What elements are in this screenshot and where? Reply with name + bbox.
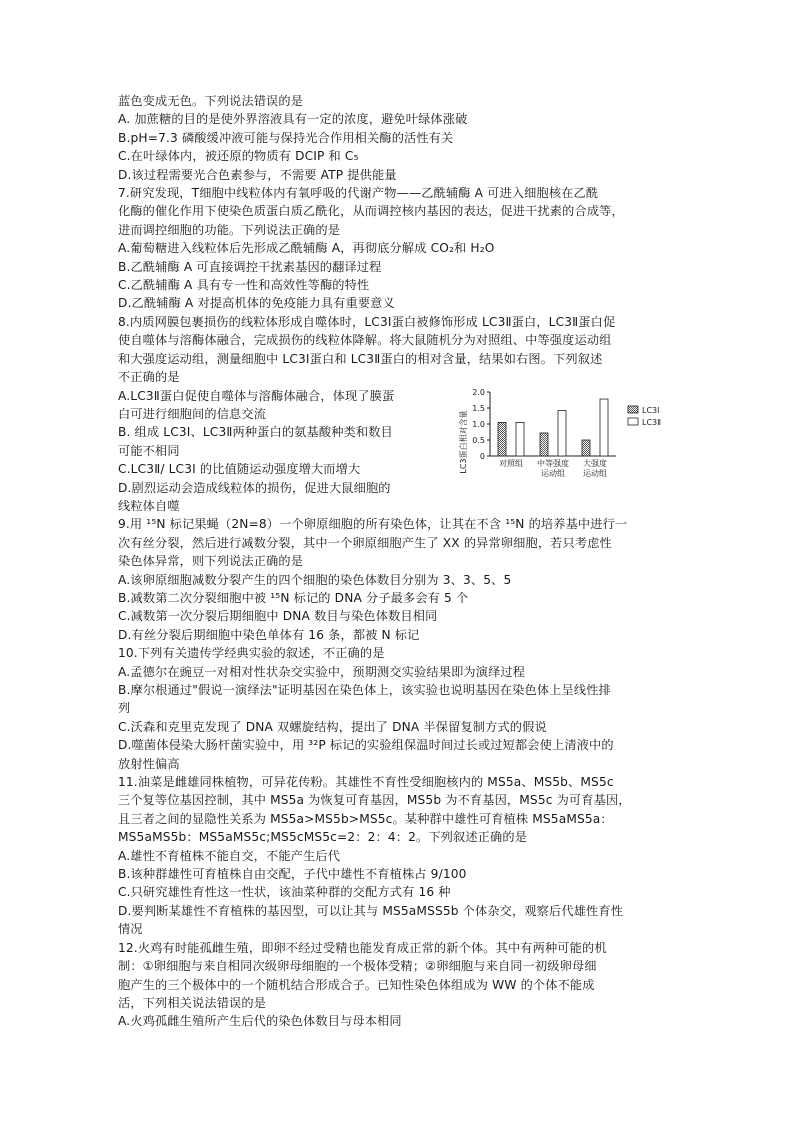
text-line: 12.火鸡有时能孤雌生殖，即卵不经过受精也能发育成正常的新个体。其中有两种可能的机: [118, 940, 607, 955]
y-tick-label: 1.0: [472, 420, 485, 429]
text-line: MS5aMS5b：MS5aMS5c;MS5cMS5c=2：2：4：2。下列叙述正确的是: [118, 830, 528, 845]
y-tick-label: 0.5: [472, 436, 485, 445]
y-tick-label: 2.0: [472, 388, 485, 397]
text-line: A.雄性不育植株不能自交，不能产生后代: [118, 848, 341, 863]
text-line: 7.研究发现，T细胞中线粒体内有氧呼吸的代谢产物——乙酰辅酶 A 可进入细胞核在乙酰: [118, 186, 599, 201]
lc3-bar-chart: [456, 384, 708, 494]
bar-lc3-i: [582, 440, 590, 456]
text-line: A.孟德尔在豌豆一对相对性状杂交实验中，预期测交实验结果即为演绎过程: [118, 664, 526, 679]
bar-lc3-ii: [600, 399, 608, 456]
legend-swatch: [628, 418, 638, 425]
text-line: A.该卵原细胞减数分裂产生的四个细胞的染色体数目分别为 3、3、5、5: [118, 572, 512, 587]
text-line: 9.用 ¹⁵N 标记果蝇（2N=8）一个卵原细胞的所有染色体，让其在不含 ¹⁵N 的培养基中进行一: [118, 517, 628, 532]
x-category-label: 运动组: [541, 469, 565, 478]
y-axis-label: LC3蛋白相对含量: [459, 410, 468, 474]
text-line: D.要判断某雄性不育植株的基因型，可以让其与 MS5aMSS5b 个体杂交，观察后代雄性育性: [118, 903, 624, 918]
text-line: D.噬菌体侵染大肠杆菌实验中，用 ³²P 标记的实验组保温时间过长或过短都会使上清液中的: [118, 738, 614, 753]
text-line: 化酶的催化作用下使染色质蛋白质乙酰化，从而调控核内基因的表达，促进干扰素的合成等，: [118, 204, 624, 219]
x-category-label: 中等强度: [537, 459, 569, 468]
text-line: 和大强度运动组，测量细胞中 LC3Ⅰ蛋白和 LC3Ⅱ蛋白的相对含量，结果如右图。下列叙述: [118, 351, 603, 366]
text-line: C.减数第一次分裂后期细胞中 DNA 数目与染色体数目相同: [118, 609, 438, 624]
chart-svg: [456, 384, 708, 494]
text-line: B.摩尔根通过"假说一演绎法"证明基因在染色体上，该实验也说明基因在染色体上呈线性排: [118, 683, 611, 697]
text-line: 放射性偏高: [118, 756, 180, 771]
text-line: B.减数第二次分裂细胞中被 ¹⁵N 标记的 DNA 分子最多会有 5 个: [118, 590, 469, 605]
text-line: D.该过程需要光合色素参与，不需要 ATP 提供能量: [118, 167, 397, 182]
text-line: A.葡萄糖进入线粒体后先形成乙酰辅酶 A，再彻底分解成 CO₂和 H₂O: [118, 241, 495, 256]
text-line: D.乙酰辅酶 A 对提高机体的免疫能力具有重要意义: [118, 296, 395, 311]
bar-lc3-ii: [516, 422, 524, 456]
exam-document: [118, 92, 704, 1031]
text-line: C.LC3Ⅱ/ LC3Ⅰ 的比值随运动强度增大而增大: [118, 462, 361, 477]
y-tick-label: 0: [479, 452, 485, 461]
text-line: 进而调控细胞的功能。下列说法正确的是: [118, 222, 341, 237]
text-line: B. 组成 LC3Ⅰ、LC3Ⅱ两种蛋白的氨基酸种类和数目: [118, 425, 393, 440]
text-line: D.剧烈运动会造成线粒体的损伤，促进大鼠细胞的: [118, 480, 391, 495]
text-line: B.pH=7.3 磷酸缓冲液可能与保持光合作用相关酶的活性有关: [118, 130, 454, 145]
text-line: 8.内质网膜包裹损伤的线粒体形成自噬体时，LC3Ⅰ蛋白被修饰形成 LC3Ⅱ蛋白，LC3Ⅱ蛋白促: [118, 314, 616, 329]
text-line: 染色体异常，则下列说法正确的是: [118, 554, 304, 569]
x-category-label: 运动组: [583, 469, 607, 478]
y-tick-label: 1.5: [472, 404, 485, 413]
question-8-options: [118, 387, 448, 516]
text-line: 白可进行细胞间的信息交流: [118, 406, 267, 421]
text-line: 次有丝分裂，然后进行减数分裂，其中一个卵原细胞产生了 XX 的异常卵细胞，若只考虑性: [118, 535, 612, 550]
text-line: A. 加蔗糖的目的是使外界溶液具有一定的浓度，避免叶绿体涨破: [118, 112, 468, 127]
bar-lc3-i: [498, 422, 506, 456]
text-line: 不正确的是: [118, 370, 180, 385]
legend-label: LC3Ⅱ: [642, 418, 662, 427]
text-line: 列: [118, 701, 131, 716]
x-category-label: 对照组: [499, 459, 523, 468]
text-line: C.在叶绿体内，被还原的物质有 DCIP 和 C₅: [118, 149, 359, 164]
text-line: 三个复等位基因控制，其中 MS5a 为恢复可育基因，MS5b 为不育基因，MS5c 为可育基因，: [118, 793, 631, 808]
text-line: A.LC3Ⅱ蛋白促使自噬体与溶酶体融合，体现了膜蛋: [118, 388, 395, 403]
text-line: A.火鸡孤雌生殖所产生后代的染色体数目与母本相同: [118, 1014, 402, 1029]
text-line: 且三者之间的显隐性关系为 MS5a>MS5b>MS5c。某种群中雄性可育植株 MS5aMS5a：: [118, 811, 613, 826]
text-line: 线粒体自噬: [118, 498, 180, 513]
text-line: 10.下列有关遗传学经典实验的叙述，不正确的是: [118, 646, 385, 661]
text-block-bottom: [118, 515, 704, 1030]
x-category-label: 大强度: [583, 459, 607, 468]
legend-label: LC3Ⅰ: [642, 406, 660, 415]
text-line: 蓝色变成无色。下列说法错误的是: [118, 94, 304, 108]
text-line: 使自噬体与溶酶体融合，完成损伤的线粒体降解。将大鼠随机分为对照组、中等强度运动组: [118, 333, 612, 348]
text-line: 活，下列相关说法错误的是: [118, 995, 267, 1010]
text-block-top: [118, 92, 704, 387]
text-line: B.该种群雄性可育植株自由交配，子代中雄性不育植株占 9/100: [118, 867, 467, 882]
text-line: 胞产生的三个极体中的一个随机结合形成合子。已知性染色体组成为 WW 的个体不能成: [118, 977, 595, 992]
text-line: D.有丝分裂后期细胞中染色单体有 16 条，都被 N 标记: [118, 627, 420, 642]
legend-swatch: [628, 406, 638, 413]
text-line: 制：①卵细胞与来自相同次级卵母细胞的一个极体受精；②卵细胞与来自同一初级卵母细: [118, 959, 597, 974]
text-line: 可能不相同: [118, 443, 180, 458]
text-line: 情况: [118, 922, 143, 937]
text-line: C.只研究雄性育性这一性状，该油菜种群的交配方式有 16 种: [118, 885, 451, 900]
text-line: 11.油菜是雌雄同株植物，可异花传粉。其雄性不育性受细胞核内的 MS5a、MS5b、MS5c: [118, 775, 614, 790]
bar-lc3-ii: [558, 411, 566, 456]
bar-lc3-i: [540, 433, 548, 456]
text-line: B.乙酰辅酶 A 可直接调控干扰素基因的翻译过程: [118, 259, 382, 274]
text-line: C.沃森和克里克发现了 DNA 双螺旋结构，提出了 DNA 半保留复制方式的假说: [118, 719, 547, 734]
text-line: C.乙酰辅酶 A 具有专一性和高效性等酶的特性: [118, 278, 370, 293]
